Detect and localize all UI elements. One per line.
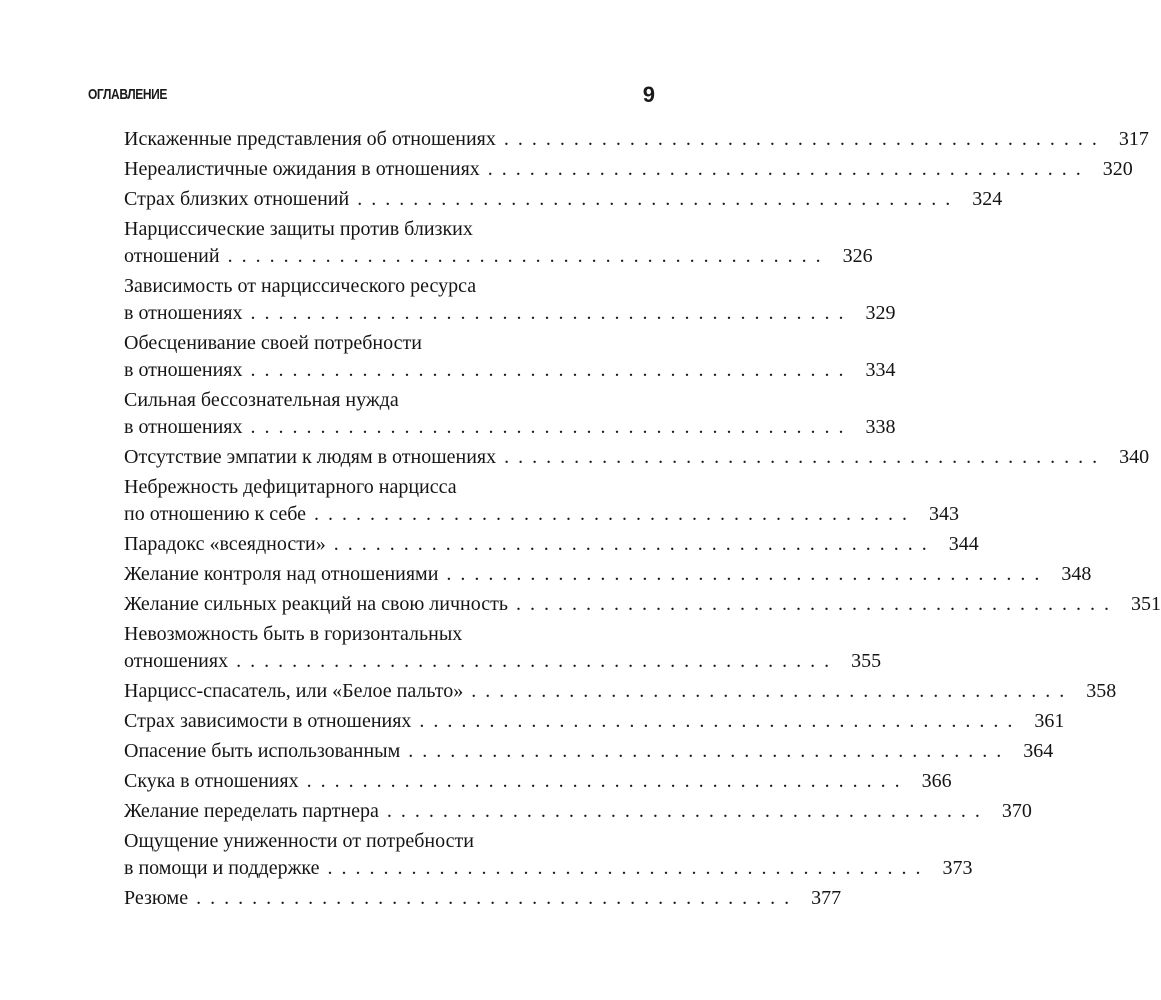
dot-leader: . . . . . . . . . . . . . . . . . . . . . . . . . . . . . . . . . . . . . . . . . . . [419, 710, 1015, 732]
dot-leader: . . . . . . . . . . . . . . . . . . . . . . . . . . . . . . . . . . . . . . . . . . . [250, 359, 846, 381]
toc-entry-row [124, 561, 1092, 588]
toc-entry-title: Страх зависимости в отношениях [124, 710, 412, 732]
toc-entry-row [124, 738, 1054, 765]
dot-leader: . . . . . . . . . . . . . . . . . . . . . . . . . . . . . . . . . . . . . . . . . . . [327, 857, 923, 879]
toc-entry-row [124, 444, 1150, 471]
toc-entry-title-line1: Невозможность быть в горизонтальных [124, 623, 463, 645]
toc-entry-row [124, 357, 896, 384]
toc-entry-row [124, 126, 1149, 153]
toc-entry-page: 351 [1130, 593, 1161, 615]
toc-entry-row [124, 708, 1065, 735]
toc-entry-page: 343 [929, 503, 960, 525]
toc-entry [124, 444, 1150, 471]
toc-entry-title: по отношению к себе [124, 503, 307, 525]
toc-entry-title: Отсутствие эмпатии к людям в отношениях [124, 446, 497, 468]
toc-entry [124, 126, 1149, 153]
toc-entry [124, 885, 842, 912]
toc-entry-page: 338 [865, 416, 896, 438]
toc-entry [124, 621, 882, 675]
toc-entry-title: Опасение быть использованным [124, 740, 401, 762]
toc-entry [124, 216, 873, 270]
toc-entry-page: 355 [851, 650, 882, 672]
dot-leader: . . . . . . . . . . . . . . . . . . . . . . . . . . . . . . . . . . . . . . . . . . . [306, 770, 902, 792]
dot-leader: . . . . . . . . . . . . . . . . . . . . . . . . . . . . . . . . . . . . . . . . . . . [446, 563, 1042, 585]
toc-entry-page: 320 [1102, 158, 1133, 180]
toc-entry [124, 738, 1054, 765]
toc-entry-row [124, 501, 960, 528]
dot-leader: . . . . . . . . . . . . . . . . . . . . . . . . . . . . . . . . . . . . . . . . . . . [503, 128, 1099, 150]
dot-leader: . . . . . . . . . . . . . . . . . . . . . . . . . . . . . . . . . . . . . . . . . . . [386, 800, 982, 822]
toc-entry-page: 324 [972, 188, 1003, 210]
toc-entry-row [124, 591, 1161, 618]
toc-entry-page: 344 [948, 533, 979, 555]
toc-entry-page: 329 [865, 302, 896, 324]
toc-entry-title: Желание сильных реакций на свою личность [124, 593, 508, 615]
toc-entry-page: 366 [921, 770, 952, 792]
toc-entry-page: 348 [1061, 563, 1092, 585]
toc-entry-row [124, 855, 973, 882]
toc-entry [124, 531, 979, 558]
toc-entry-page: 317 [1118, 128, 1149, 150]
toc-entry-page: 340 [1119, 446, 1150, 468]
toc-entry-row [124, 648, 882, 675]
toc-entry [124, 387, 896, 441]
toc-entry-title: Страх близких отношений [124, 188, 350, 210]
toc-entry-title: отношениях [124, 650, 229, 672]
toc-entry-title: Скука в отношениях [124, 770, 299, 792]
toc-entry [124, 828, 973, 882]
toc-entry [124, 561, 1092, 588]
toc-entry-row [124, 300, 896, 327]
toc-entry-title-line1: Небрежность дефицитарного нарцисса [124, 476, 457, 498]
dot-leader: . . . . . . . . . . . . . . . . . . . . . . . . . . . . . . . . . . . . . . . . . . . [227, 245, 823, 267]
dot-leader: . . . . . . . . . . . . . . . . . . . . . . . . . . . . . . . . . . . . . . . . . . . [357, 188, 953, 210]
toc-entry [124, 156, 1133, 183]
toc-entry-row [124, 186, 1003, 213]
toc-entry-page: 358 [1086, 680, 1117, 702]
dot-leader: . . . . . . . . . . . . . . . . . . . . . . . . . . . . . . . . . . . . . . . . . . . [515, 593, 1111, 615]
toc-entry-row [124, 531, 979, 558]
toc-entry-row [124, 243, 873, 270]
dot-leader: . . . . . . . . . . . . . . . . . . . . . . . . . . . . . . . . . . . . . . . . . . . [333, 533, 929, 555]
toc-entry-page: 364 [1023, 740, 1054, 762]
toc-entry [124, 798, 1032, 825]
toc-entry-title: Резюме [124, 887, 189, 909]
toc-entry-title-line1: Обесценивание своей потребности [124, 332, 422, 354]
toc-entry [124, 591, 1161, 618]
toc-entry-title: в помощи и поддержке [124, 857, 320, 879]
toc-entry [124, 678, 1117, 705]
toc-entry-title: Желание контроля над отношениями [124, 563, 439, 585]
toc-entry [124, 768, 952, 795]
toc-entry-title: Парадокс «всеядности» [124, 533, 326, 555]
toc-entry-title: Нарцисс-спасатель, или «Белое пальто» [124, 680, 464, 702]
dot-leader: . . . . . . . . . . . . . . . . . . . . . . . . . . . . . . . . . . . . . . . . . . . [487, 158, 1083, 180]
toc-entry-row [124, 156, 1133, 183]
toc-entry-title: Искаженные представления об отношениях [124, 128, 496, 150]
dot-leader: . . . . . . . . . . . . . . . . . . . . . . . . . . . . . . . . . . . . . . . . . . . [250, 416, 846, 438]
toc-entry-page: 326 [842, 245, 873, 267]
toc-entry-page: 377 [811, 887, 842, 909]
dot-leader: . . . . . . . . . . . . . . . . . . . . . . . . . . . . . . . . . . . . . . . . . . . [314, 503, 910, 525]
toc-entry-page: 370 [1001, 800, 1032, 822]
toc-entry-page: 373 [942, 857, 973, 879]
page-number: 9 [642, 82, 655, 107]
running-head: ОГЛАВЛЕНИЕ [88, 86, 168, 103]
dot-leader: . . . . . . . . . . . . . . . . . . . . . . . . . . . . . . . . . . . . . . . . . . . [408, 740, 1004, 762]
toc-entry-row [124, 798, 1032, 825]
toc-entry-title: в отношениях [124, 302, 243, 324]
toc-entry-row [124, 885, 842, 912]
dot-leader: . . . . . . . . . . . . . . . . . . . . . . . . . . . . . . . . . . . . . . . . . . . [196, 887, 792, 909]
dot-leader: . . . . . . . . . . . . . . . . . . . . . . . . . . . . . . . . . . . . . . . . . . . [504, 446, 1100, 468]
toc-entry [124, 330, 896, 384]
toc-entry-title-line1: Зависимость от нарциссического ресурса [124, 275, 477, 297]
toc-entry-title-line1: Нарциссические защиты против близких [124, 218, 473, 240]
toc-entry [124, 273, 896, 327]
toc-entry-page: 334 [865, 359, 896, 381]
toc-entry-title: в отношениях [124, 359, 243, 381]
toc-entry [124, 708, 1065, 735]
dot-leader: . . . . . . . . . . . . . . . . . . . . . . . . . . . . . . . . . . . . . . . . . . . [250, 302, 846, 324]
dot-leader: . . . . . . . . . . . . . . . . . . . . . . . . . . . . . . . . . . . . . . . . . . . [236, 650, 832, 672]
toc-entry [124, 186, 1003, 213]
dot-leader: . . . . . . . . . . . . . . . . . . . . . . . . . . . . . . . . . . . . . . . . . . . [471, 680, 1067, 702]
toc-entry-row [124, 678, 1117, 705]
toc-entry-row [124, 414, 896, 441]
toc-entry-row [124, 768, 952, 795]
toc-entry-title: в отношениях [124, 416, 243, 438]
toc-entry-page: 361 [1034, 710, 1065, 732]
toc-entry [124, 474, 960, 528]
toc-entry-title: отношений [124, 245, 220, 267]
toc-entry-title: Желание переделать партнера [124, 800, 379, 822]
toc-entry-title: Нереалистичные ожидания в отношениях [124, 158, 480, 180]
table-of-contents [124, 126, 1161, 915]
toc-entry-title-line1: Сильная бессознательная нужда [124, 389, 399, 411]
toc-entry-title-line1: Ощущение униженности от потребности [124, 830, 474, 852]
